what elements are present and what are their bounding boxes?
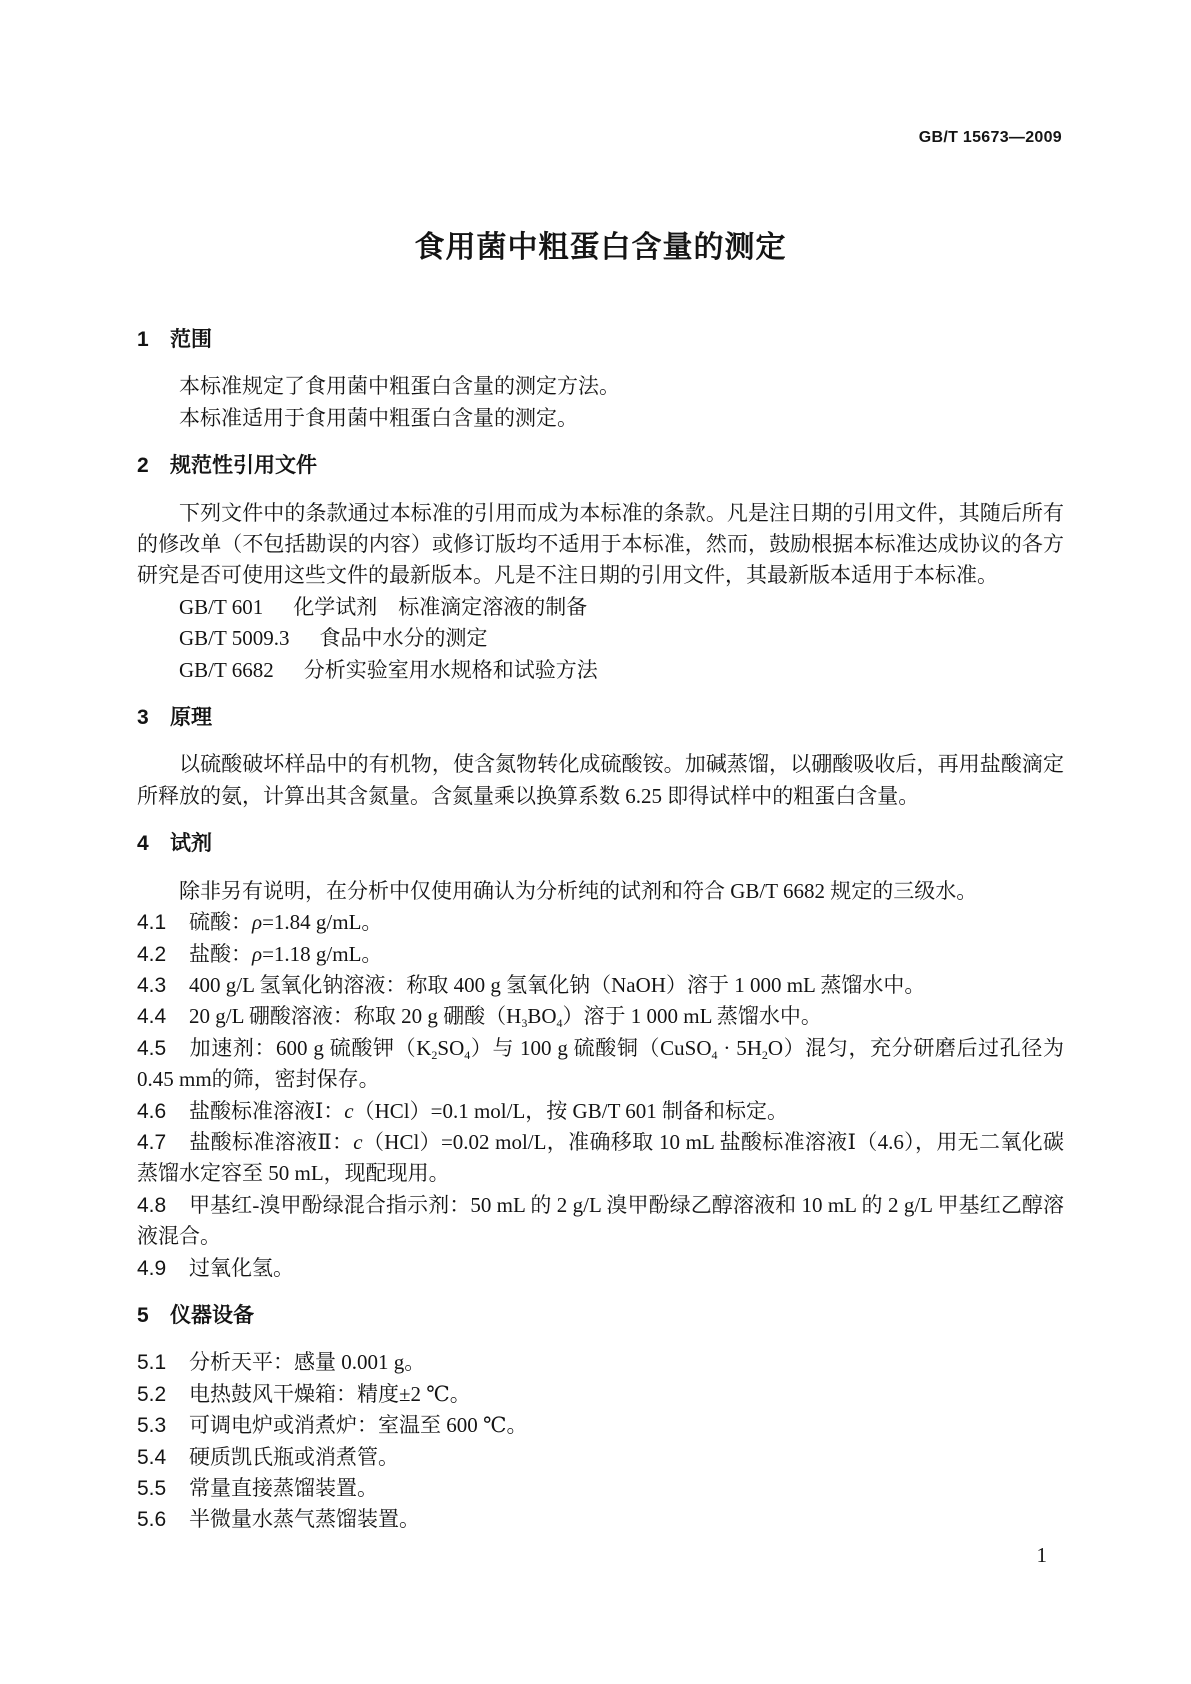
clause-number: 4.8	[137, 1193, 167, 1217]
italic-symbol: ρ	[252, 910, 263, 935]
standard-code: GB/T 15673—2009	[918, 129, 1062, 146]
reference-title: 食品中水分的测定	[319, 626, 488, 651]
section-heading	[137, 702, 1064, 733]
section-title: 试剂	[170, 832, 212, 856]
section-number: 3	[137, 706, 149, 730]
clause-number: 5.1	[137, 1351, 167, 1375]
paragraph: 除非另有说明，在分析中仅使用确认为分析纯的试剂和符合 GB/T 6682 规定的三级水。	[179, 878, 978, 903]
reference-code: GB/T 601	[179, 594, 264, 619]
reference-code: GB/T 5009.3	[179, 626, 290, 651]
reference-code: GB/T 6682	[179, 657, 274, 682]
paragraph: 下列文件中的条款通过本标准的引用而成为本标准的条款。凡是注日期的引用文件，其随后所有的修改单（不包括勘误的内容）或修订版均不适用于本标准，然而，鼓励根据本标准达成协议的各方研究是否可使用这些文件的最新版本。凡是不注日期的引用文件，其最新版本适用于本标准。	[137, 500, 1064, 588]
reference-entry	[137, 655, 1064, 686]
clause-text: 盐酸标准溶液Ⅱ：c（HCl）=0.02 mol/L，准确移取 10 mL 盐酸标准溶液Ⅰ（4.6），用无二氧化碳蒸馏水定容至 50 mL，现配现用。	[137, 1129, 1064, 1186]
clause-text: 20 g/L 硼酸溶液：称取 20 g 硼酸$(H_3BO_4)$溶于 1 000 mL 蒸馏水中。	[189, 1004, 822, 1031]
clause-number: 4.4	[137, 1005, 167, 1029]
clause-text: 盐酸标准溶液Ⅰ：c（HCl）=0.1 mol/L，按 GB/T 601 制备和标定。	[189, 1098, 789, 1123]
paragraph: 本标准规定了食用菌中粗蛋白含量的测定方法。	[179, 374, 620, 399]
clause-item	[137, 1504, 1064, 1535]
clause-text: 过氧化氢。	[189, 1255, 294, 1280]
clause-text: 硬质凯氏瓶或消煮管。	[189, 1444, 399, 1469]
italic-symbol: ρ	[252, 941, 263, 966]
clause-text: 半微量水蒸气蒸馏装置。	[189, 1507, 420, 1532]
section-scope	[137, 324, 1064, 434]
section-title: 原理	[170, 706, 212, 730]
clause-item	[137, 1347, 1064, 1378]
subscript: 4	[711, 1047, 718, 1062]
clause-number: 5.4	[137, 1445, 167, 1469]
reference-entry	[137, 623, 1064, 654]
clause-number: 5.3	[137, 1414, 167, 1438]
clause-number: 4.3	[137, 973, 167, 997]
clause-number: 4.1	[137, 911, 167, 935]
section-number: 5	[137, 1303, 149, 1327]
clause-text: 硫酸：ρ=1.84 g/mL。	[189, 910, 383, 935]
clause-text: 电热鼓风干燥箱：精度±2 ℃。	[189, 1381, 471, 1406]
section-number: 2	[137, 454, 149, 478]
clause-number: 4.7	[137, 1130, 167, 1154]
clause-text: 400 g/L 氢氧化钠溶液：称取 400 g 氢氧化钠（NaOH）溶于 1 000 mL 蒸馏水中。	[189, 972, 926, 997]
subscript: 2	[761, 1047, 768, 1062]
reference-title: 分析实验室用水规格和试验方法	[303, 657, 598, 682]
page-number: 1	[1036, 1543, 1047, 1567]
clause-text: 分析天平：感量 0.001 g。	[189, 1350, 426, 1375]
clause-item	[137, 1096, 1064, 1127]
subscript: 4	[556, 1016, 563, 1031]
clause-number: 4.6	[137, 1099, 167, 1123]
section-heading	[137, 828, 1064, 859]
document-body	[137, 324, 1064, 1536]
clause-item	[137, 1190, 1064, 1253]
clause-text: 可调电炉或消煮炉：室温至 600 ℃。	[189, 1413, 528, 1438]
paragraph: 以硫酸破坏样品中的有机物，使含氮物转化成硫酸铵。加碱蒸馏，以硼酸吸收后，再用盐酸滴定所释放的氨，计算出其含氮量。含氮量乘以换算系数 6.25 即得试样中的粗蛋白含量。	[137, 752, 1064, 808]
document-title: 食用菌中粗蛋白含量的测定	[414, 231, 787, 264]
clause-text: 甲基红-溴甲酚绿混合指示剂：50 mL 的 2 g/L 溴甲酚绿乙醇溶液和 10 mL 的 2 g/L 甲基红乙醇溶液混合。	[137, 1192, 1064, 1249]
clause-item	[137, 1410, 1064, 1441]
italic-symbol: c	[344, 1098, 354, 1123]
section-heading	[137, 450, 1064, 481]
subscript: 2	[431, 1047, 438, 1062]
subscript: 4	[464, 1047, 471, 1062]
section-heading	[137, 324, 1064, 355]
clause-number: 5.2	[137, 1382, 167, 1406]
section-title: 规范性引用文件	[170, 454, 317, 478]
paragraph: 本标准适用于食用菌中粗蛋白含量的测定。	[179, 405, 578, 430]
section-heading	[137, 1300, 1064, 1331]
subscript: 3	[521, 1016, 528, 1031]
clause-item	[137, 1442, 1064, 1473]
reference-entry	[137, 592, 1064, 623]
clause-item	[137, 907, 1064, 938]
section-number: 4	[137, 832, 149, 856]
clause-item	[137, 1253, 1064, 1284]
clause-number: 4.5	[137, 1036, 167, 1060]
reference-title: 化学试剂 标准滴定溶液的制备	[293, 594, 588, 619]
section-reagents	[137, 828, 1064, 1284]
section-number: 1	[137, 328, 149, 351]
clause-text: 加速剂：600 g 硫酸钾$(K_2SO_4)$与 100 g 硫酸铜（CuSO$_4$ · $5H_2O$）混匀，充分研磨后过孔径为 0.45 mm的筛，密封保存。	[137, 1035, 1064, 1092]
clause-number: 4.9	[137, 1256, 167, 1280]
section-title: 仪器设备	[170, 1303, 254, 1327]
italic-symbol: c	[353, 1129, 363, 1154]
clause-text: 盐酸：ρ=1.18 g/mL。	[189, 941, 383, 966]
section-apparatus	[137, 1300, 1064, 1536]
clause-text: 常量直接蒸馏装置。	[189, 1476, 378, 1500]
clause-item	[137, 1127, 1064, 1190]
clause-number: 5.5	[137, 1477, 167, 1500]
clause-number: 5.6	[137, 1508, 167, 1532]
clause-item	[137, 1379, 1064, 1410]
clause-item	[137, 939, 1064, 970]
clause-item	[137, 970, 1064, 1001]
clause-item	[137, 1001, 1064, 1032]
clause-number: 4.2	[137, 942, 167, 966]
section-title: 范围	[170, 328, 212, 351]
section-principle	[137, 702, 1064, 812]
clause-item	[137, 1033, 1064, 1096]
section-normative-references	[137, 450, 1064, 686]
clause-item	[137, 1473, 1064, 1504]
